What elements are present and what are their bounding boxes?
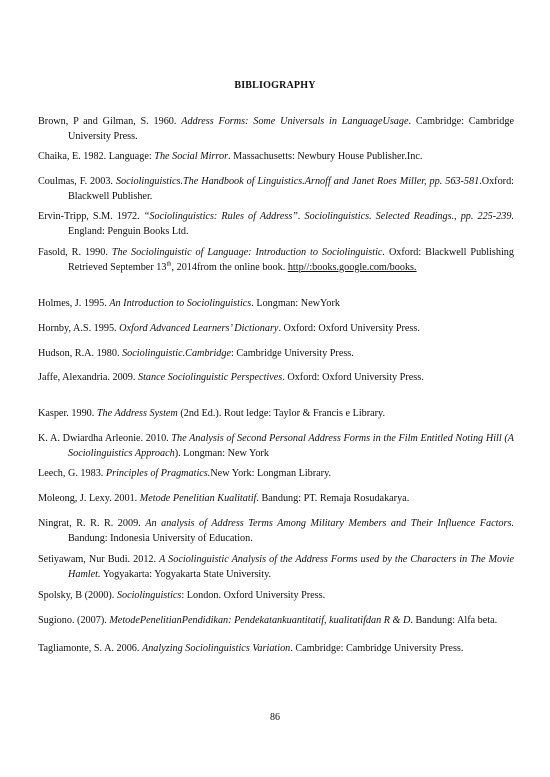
bib-entry: Ervin-Tripp, S.M. 1972. “Sociolinguistics: Rules of Address”. Sociolinguistics. Selected Readings., pp. 225-239. England: Penguin Books Ltd. [38,211,515,237]
bib-entry: Fasold, R. 1990. The Sociolinguistic of Language: Introduction to Sociolinguistic. Oxford: Blackwell Publishing Retrieved September 13th, 2014from the online book. http//:books.google.com/books. [38,247,514,273]
page-title: BIBLIOGRAPHY [234,80,316,91]
bib-entry: Leech, G. 1983. Principles of Pragmatics.New York: Longman Library. [38,468,332,479]
bib-entry: Hudson, R.A. 1980. Sociolinguistic.Cambridge: Cambridge University Press. [38,348,354,359]
bib-entry: Tagliamonte, S. A. 2006. Analyzing Sociolinguistics Variation. Cambridge: Cambridge University Press. [38,643,464,654]
bib-entry: Jaffe, Alexandria. 2009. Stance Sociolinguistic Perspectives. Oxford: Oxford University Press. [38,372,424,383]
bib-entry: Spolsky, B (2000). Sociolinguistics: London. Oxford University Press. [38,590,326,601]
page-number: 86 [270,712,280,723]
online-book-link[interactable]: http//:books.google.com/books. [287,261,417,273]
bib-entry: Ningrat, R. R. R. 2009. An analysis of Address Terms Among Military Members and Their Influence Factors. Bandung: Indonesia University of Education. [38,518,514,544]
bib-entry: Kasper. 1990. The Address System (2nd Ed.). Rout ledge: Taylor & Francis e Library. [38,408,386,419]
bib-entry: Coulmas, F. 2003. Sociolinguistics.The Handbook of Linguistics.Arnoff and Janet Roes Miller, pp. 563-581.Oxford: Blackwell Publisher. [38,176,514,202]
bib-entry: Sugiono. (2007). MetodePenelitianPendidikan: Pendekatankuantitatif, kualitatifdan R & D. Bandung: Alfa beta. [38,615,498,626]
bib-entry: K. A. Dwiardha Arleonie. 2010. The Analysis of Second Personal Address Forms in the Film Entitled Noting Hill (A Sociolinguistics Approach). Longman: New York [38,433,514,459]
bib-entry: Chaika, E. 1982. Language: The Social Mirror. Massachusetts: Newbury House Publisher.Inc. [38,151,423,162]
bib-entry: Brown, P and Gilman, S. 1960. Address Forms: Some Universals in LanguageUsage. Cambridge: Cambridge University Press. [38,116,514,142]
bib-entry: Holmes, J. 1995. An Introduction to Sociolinguistics. Longman: NewYork [38,298,340,309]
bib-entry: Hornby, A.S. 1995. Oxford Advanced Learners’ Dictionary. Oxford: Oxford University Press. [38,323,420,334]
bib-entry: Setiyawam, Nur Budi. 2012. A Sociolinguistic Analysis of the Address Forms used by the Characters in The Movie Hamlet. Yogyakarta: Yogyakarta State University. [38,554,514,580]
bib-entry: Moleong, J. Lexy. 2001. Metode Penelitian Kualitatif. Bandung: PT. Remaja Rosudakarya. [38,493,410,504]
